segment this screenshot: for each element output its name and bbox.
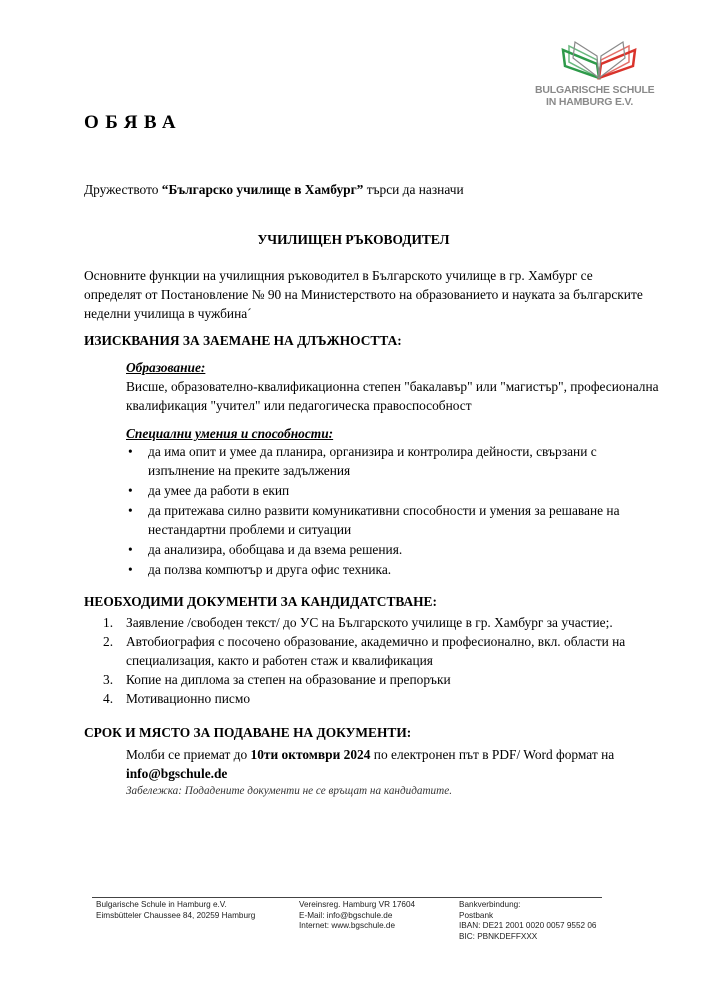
list-item: • да притежава силно развити комуникативни способности и умения за решаване на нестандартни проблеми и ситуации: [126, 501, 656, 539]
position-title: УЧИЛИЩЕН РЪКОВОДИТЕЛ: [257, 232, 450, 247]
item-text: Заявление /свободен текст/ до УС на Българското училище в гр. Хамбург за участие;.: [126, 615, 613, 630]
footer-address: [96, 900, 255, 921]
footer-line: IBAN: DE21 2001 0020 0057 9552 06: [459, 921, 597, 930]
list-item: [103, 632, 648, 670]
list-item: [103, 670, 648, 689]
footer-contact: [299, 900, 415, 932]
deadline-before: Молби се приемат до: [126, 747, 251, 762]
education-text: Висше, образователно-квалификационна степен "бакалавър" или "магистър", професионална квалификация "учител" или педагогическа правоспособност: [126, 379, 659, 413]
deadline-after: по електронен път в PDF/ Word формат на: [370, 747, 615, 762]
company-name: “Българско училище в Хамбург”: [161, 182, 364, 197]
footer-line: Bulgarische Schule in Hamburg e.V.: [96, 900, 227, 909]
item-text: Мотивационно писмо: [126, 691, 251, 706]
list-item: [103, 689, 648, 708]
footer-line: Bankverbindung:: [459, 900, 521, 909]
skills-label: Специални умения и способности:: [126, 426, 334, 441]
footer-line: Vereinsreg. Hamburg VR 17604: [299, 900, 416, 909]
footer-line: BIC: PBNKDEFFXXX: [459, 931, 538, 941]
footer-line: Eimsbütteler Chaussee 84, 20259 Hamburg: [96, 910, 256, 920]
intro-paragraph: [84, 180, 644, 199]
item-number: 4.: [103, 691, 114, 706]
skills-list: [126, 442, 656, 580]
item-text: Копие на диплома за степен на образование и препоръки: [126, 672, 451, 687]
footer-divider: [92, 897, 602, 898]
page-title: ОБЯВА: [84, 112, 183, 133]
requirements-heading: ИЗИСКВАНИЯ ЗА ЗАЕМАНЕ НА ДЛЪЖНОСТТА:: [84, 333, 402, 348]
footer-line: Postbank: [459, 910, 494, 920]
item-number: 2.: [103, 634, 114, 649]
list-item: • да анализира, обобщава и да взема решения.: [126, 540, 656, 559]
list-item: • да умее да работи в екип: [126, 481, 656, 500]
list-item: • да ползва компютър и друга офис техника.: [126, 560, 656, 579]
documents-list: [103, 613, 648, 708]
item-number: 1.: [103, 615, 114, 630]
footer-bank: [459, 900, 596, 942]
contact-email-link[interactable]: info@bgschule.de: [126, 766, 228, 781]
intro-after: търси да назначи: [363, 182, 464, 197]
item-text: Автобиография с посочено образование, академично и професионално, вкл. области на специализация, както и работен стаж и квалификация: [126, 634, 626, 668]
deadline-heading: СРОК И МЯСТО ЗА ПОДАВАНЕ НА ДОКУМЕНТИ:: [84, 725, 412, 740]
deadline-paragraph: [126, 745, 646, 783]
open-book-icon: [559, 38, 639, 82]
list-item: • да има опит и умее да планира, организира и контролира дейности, свързани с изпълнение на преките задължения: [126, 442, 656, 480]
footer-website-link[interactable]: Internet: www.bgschule.de: [299, 921, 396, 930]
documents-heading: НЕОБХОДИМИ ДОКУМЕНТИ ЗА КАНДИДАТСТВАНЕ:: [84, 594, 437, 609]
item-number: 3.: [103, 672, 114, 687]
logo-line-1: BULGARISCHE SCHULE: [535, 84, 655, 96]
deadline-date: 10ти октомври 2024: [250, 747, 371, 762]
school-logo: [535, 38, 665, 108]
note-text: Забележка: Подадените документи не се връщат на кандидатите.: [126, 785, 452, 797]
description-paragraph: Основните функции на училищния ръководител в Българското училище в гр. Хамбург се определят от Постановление № 90 на Министерството на образованието и науката за българските неделни училища в чужбина´: [84, 268, 643, 321]
list-item: [103, 613, 648, 632]
education-label: Образование:: [126, 360, 206, 375]
logo-line-2: IN HAMBURG E.V.: [546, 96, 634, 108]
intro-before: Дружеството: [84, 182, 162, 197]
footer-email-link[interactable]: E-Mail: info@bgschule.de: [299, 910, 393, 920]
